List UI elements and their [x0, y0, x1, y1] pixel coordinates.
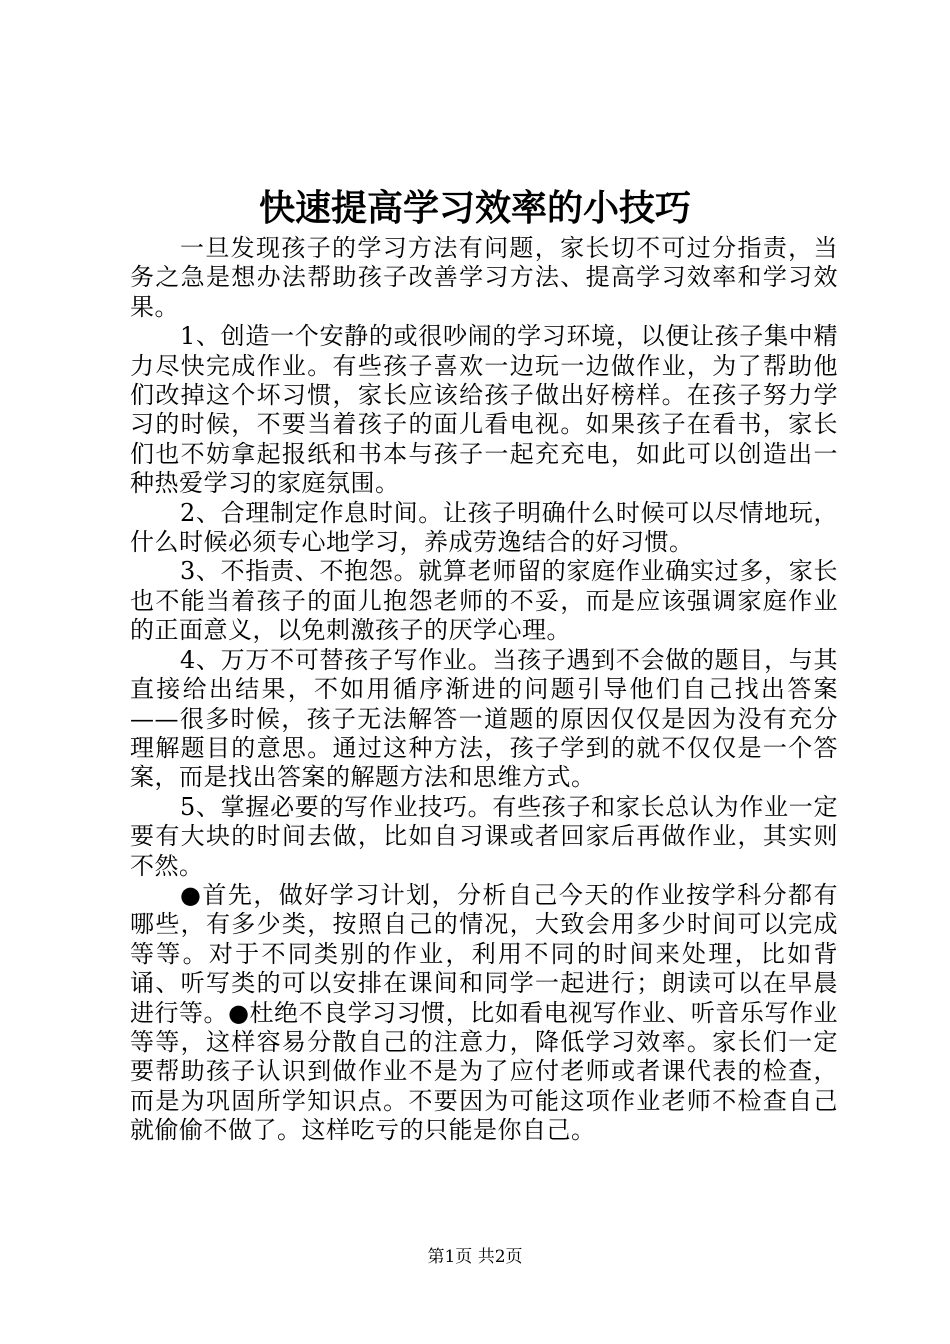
paragraph-tip-4: 4、万万不可替孩子写作业。当孩子遇到不会做的题目，与其直接给出结果，不如用循序渐进的问题引导他们自己找出答案——很多时候，孩子无法解答一道题的原因仅仅是因为没有充分理解题目的意思。通过这种方法，孩子学到的就不仅仅是一个答案，而是找出答案的解题方法和思维方式。 [130, 645, 838, 792]
document-body [130, 234, 838, 1146]
paragraph-tip-2: 2、合理制定作息时间。让孩子明确什么时候可以尽情地玩，什么时候必须专心地学习，养成劳逸结合的好习惯。 [130, 498, 838, 557]
document-title: 快速提高学习效率的小技巧 [258, 187, 691, 229]
paragraph-tip-5: 5、掌握必要的写作业技巧。有些孩子和家长总认为作业一定要有大块的时间去做，比如自习课或者回家后再做作业，其实则不然。 [130, 792, 838, 880]
paragraph-tip-1: 1、创造一个安静的或很吵闹的学习环境，以便让孩子集中精力尽快完成作业。有些孩子喜欢一边玩一边做作业，为了帮助他们改掉这个坏习惯，家长应该给孩子做出好榜样。在孩子努力学习的时候，不要当着孩子的面儿看电视。如果孩子在看书，家长们也不妨拿起报纸和书本与孩子一起充充电，如此可以创造出一种热爱学习的家庭氛围。 [130, 322, 838, 498]
paragraph-tip-3: 3、不指责、不抱怨。就算老师留的家庭作业确实过多，家长也不能当着孩子的面儿抱怨老师的不妥，而是应该强调家庭作业的正面意义，以免刺激孩子的厌学心理。 [130, 557, 838, 645]
paragraph-bullets: ●首先，做好学习计划，分析自己今天的作业按学科分都有哪些，有多少类，按照自己的情况，大致会用多少时间可以完成等等。对于不同类别的作业，利用不同的时间来处理，比如背诵、听写类的可以安排在课间和同学一起进行；朗读可以在早晨进行等。●杜绝不良学习习惯，比如看电视写作业、听音乐写作业等等，这样容易分散自己的注意力，降低学习效率。家长们一定要帮助孩子认识到做作业不是为了应付老师或者课代表的检查，而是为巩固所学知识点。不要因为可能这项作业老师不检查自己就偷偷不做了。这样吃亏的只能是你自己。 [130, 880, 838, 1145]
page-footer: 第1页 共2页 [427, 1247, 523, 1267]
paragraph-intro: 一旦发现孩子的学习方法有问题，家长切不可过分指责，当务之急是想办法帮助孩子改善学习方法、提高学习效率和学习效果。 [130, 234, 838, 321]
